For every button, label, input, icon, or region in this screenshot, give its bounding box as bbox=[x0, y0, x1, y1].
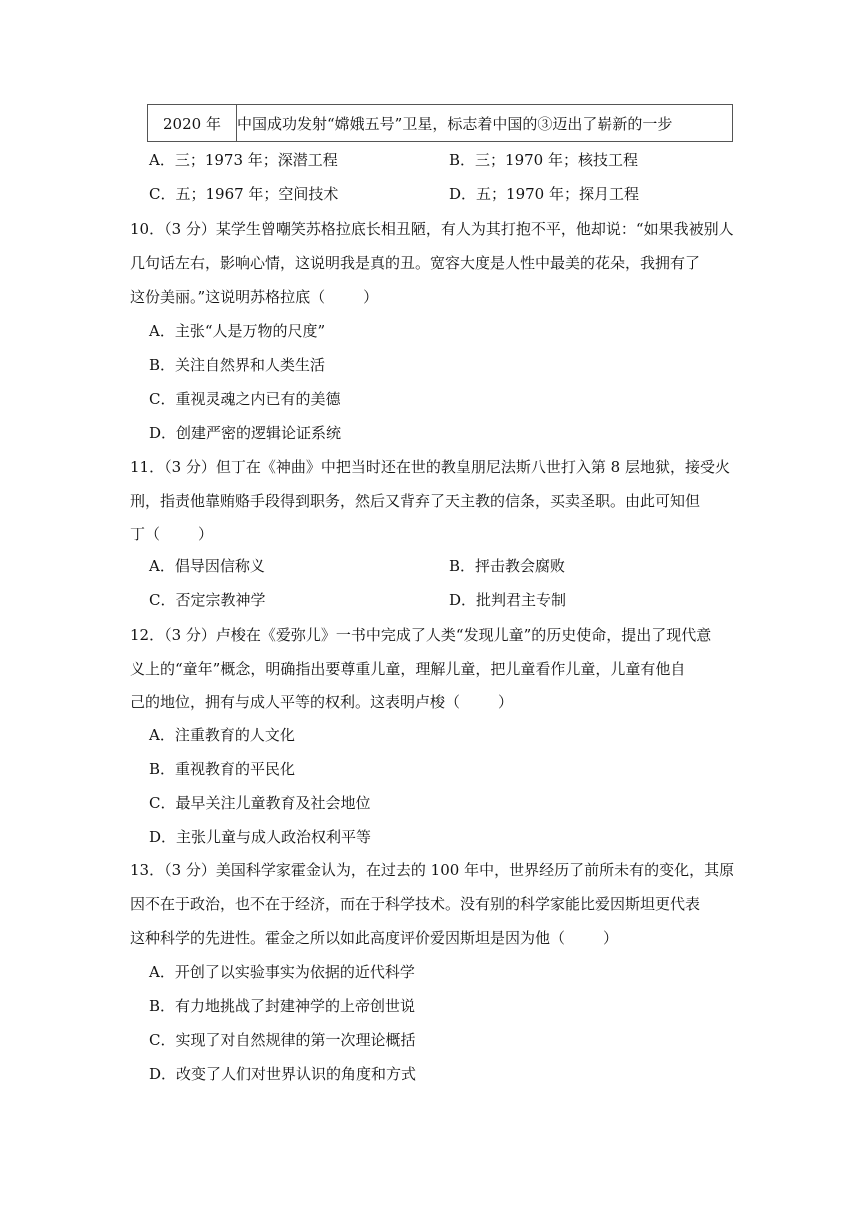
q11-stem-line-3 bbox=[130, 524, 213, 544]
q9-option-b: B．三；1970 年；核技工程 bbox=[449, 151, 638, 169]
table-year-cell: 2020 年 bbox=[148, 105, 237, 142]
q13-option-b: B．有力地挑战了封建神学的上帝创世说 bbox=[149, 997, 416, 1015]
q11-option-d: D．批判君主专制 bbox=[449, 591, 567, 609]
q12-option-d: D．主张儿童与成人政治权利平等 bbox=[149, 828, 372, 846]
q13-option-a: A．开创了以实验事实为依据的近代科学 bbox=[149, 963, 415, 981]
q11-close-paren: ） bbox=[198, 525, 214, 543]
q11-stem-text: 丁（ bbox=[130, 525, 161, 543]
q12-stem-text: 己的地位，拥有与成人平等的权利。这表明卢梭（ bbox=[130, 693, 461, 711]
q11-option-a: A．倡导因信称义 bbox=[149, 557, 265, 575]
q10-option-a: A．主张“人是万物的尺度” bbox=[149, 322, 326, 340]
q10-stem-text: 这份美丽。”这说明苏格拉底（ bbox=[130, 288, 326, 306]
q12-close-paren: ） bbox=[498, 693, 514, 711]
q10-stem-line-1: 10．（3 分）某学生曾嘲笑苏格拉底长相丑陋，有人为其打抱不平，他却说：“如果我被别人 bbox=[130, 220, 734, 238]
q13-stem-line-3 bbox=[130, 928, 618, 948]
q10-stem-line-3 bbox=[130, 287, 378, 307]
q10-option-b: B．关注自然界和人类生活 bbox=[149, 356, 326, 374]
q13-option-c: C．实现了对自然规律的第一次理论概括 bbox=[149, 1031, 416, 1049]
q11-option-c: C．否定宗教神学 bbox=[149, 591, 266, 609]
table-event-cell: 中国成功发射“嫦娥五号”卫星，标志着中国的③迈出了崭新的一步 bbox=[237, 105, 733, 142]
q11-stem-line-2: 刑，指责他靠贿赂手段得到职务，然后又背弃了天主教的信条，买卖圣职。由此可知但 bbox=[130, 492, 701, 510]
q11-option-b: B．抨击教会腐败 bbox=[449, 557, 566, 575]
q12-option-b: B．重视教育的平民化 bbox=[149, 760, 296, 778]
q9-option-c: C．五；1967 年；空间技术 bbox=[149, 185, 339, 203]
table-row bbox=[148, 105, 733, 142]
q11-stem-line-1: 11．（3 分）但丁在《神曲》中把当时还在世的教皇朋尼法斯八世打入第 8 层地狱，接受火 bbox=[130, 458, 730, 476]
q12-stem-line-3 bbox=[130, 692, 513, 712]
q13-stem-line-1: 13．（3 分）美国科学家霍金认为，在过去的 100 年中，世界经历了前所未有的变化，其原 bbox=[130, 861, 735, 879]
q12-stem-line-2: 义上的“童年”概念，明确指出要尊重儿童，理解儿童，把儿童看作儿童，儿童有他自 bbox=[130, 660, 686, 678]
q13-close-paren: ） bbox=[603, 929, 619, 947]
q10-option-c: C．重视灵魂之内已有的美德 bbox=[149, 390, 341, 408]
q10-close-paren: ） bbox=[363, 288, 379, 306]
q12-stem-line-1: 12．（3 分）卢梭在《爱弥儿》一书中完成了人类“发现儿童”的历史使命，提出了现代意 bbox=[130, 626, 712, 644]
timeline-table bbox=[147, 104, 733, 142]
q12-option-c: C．最早关注儿童教育及社会地位 bbox=[149, 794, 371, 812]
q9-option-d: D．五；1970 年；探月工程 bbox=[449, 185, 639, 203]
q9-option-a: A．三；1973 年；深潜工程 bbox=[149, 151, 338, 169]
q13-stem-line-2: 因不在于政治，也不在于经济，而在于科学技术。没有别的科学家能比爱因斯坦更代表 bbox=[130, 895, 701, 913]
q13-option-d: D．改变了人们对世界认识的角度和方式 bbox=[149, 1065, 417, 1083]
q13-stem-text: 这种科学的先进性。霍金之所以如此高度评价爱因斯坦是因为他（ bbox=[130, 929, 566, 947]
q12-option-a: A．注重教育的人文化 bbox=[149, 726, 295, 744]
q10-option-d: D．创建严密的逻辑论证系统 bbox=[149, 424, 342, 442]
q10-stem-line-2: 几句话左右，影响心情，这说明我是真的丑。宽容大度是人性中最美的花朵，我拥有了 bbox=[130, 254, 701, 272]
